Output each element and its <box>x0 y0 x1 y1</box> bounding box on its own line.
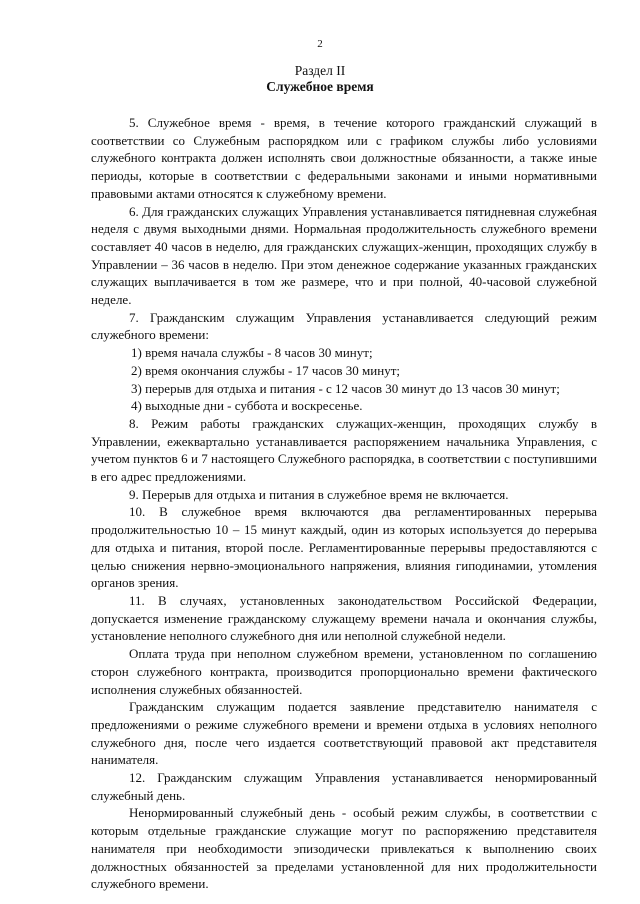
paragraph-7: 7. Гражданским служащим Управления устанавливается следующий режим служебного времени: <box>91 309 597 343</box>
paragraph-10: 10. В служебное время включаются два регламентированных перерыва продолжительностью 10 – 15 минут каждый, один из которых используется до перерыва для отдыха и питания, второй после. Регламентированные перерывы предоставляются с целью снижения нервно-эмоционального напряжения, влияния гиподинамии, утомления органов зрения. <box>91 504 597 591</box>
paragraph-8: 8. Режим работы гражданских служащих-женщин, проходящих службу в Управлении, ежеквартально устанавливается распоряжением начальника Управления, с учетом пунктов 6 и 7 настоящего Служебного распорядка, в соответствии с поступившими в его адрес предложениями. <box>91 415 597 485</box>
paragraph-12: 12. Гражданским служащим Управления устанавливается ненормированный служебный день. <box>91 770 597 803</box>
paragraph-11: 11. В случаях, установленных законодательством Российской Федерации, допускается изменение гражданскому служащему времени начала и окончания службы, установление неполного служебного дня или неполной служебной недели. <box>91 592 597 644</box>
paragraph-12-definition: Ненормированный служебный день - особый режим службы, в соответствии с которым отдельные гражданские служащие могут по распоряжению представителя нанимателя при необходимости эпизодически привлекаться к выполнению своих должностных обязанностей за пределами установленной для них продолжительности служебного времени. <box>91 805 597 892</box>
document-body <box>91 114 597 893</box>
paragraph-9: 9. Перерыв для отдыха и питания в служебное время не включается. <box>129 486 509 502</box>
page-number: 2 <box>317 38 323 50</box>
paragraph-5: 5. Служебное время - время, в течение которого гражданский служащий в соответствии со Служебным распорядком или с графиком службы либо условиями служебного контракта должен исполнять свои должностные обязанности, а также иные периоды, которые в соответствии с федеральными законами и иными нормативными правовыми актами относятся к служебному времени. <box>91 115 597 201</box>
schedule-item-weekend: 4) выходные дни - суббота и воскресенье. <box>131 398 363 414</box>
paragraph-11-payment: Оплата труда при неполном служебном времени, установленном по соглашению сторон служебного контракта, производится пропорционально времени фактического исполнения служебных обязанностей. <box>91 646 597 697</box>
schedule-item-start: 1) время начала службы - 8 часов 30 минут; <box>131 345 373 361</box>
section-subtitle: Служебное время <box>266 79 374 94</box>
section-title: Раздел II <box>294 63 346 78</box>
paragraph-6: 6. Для гражданских служащих Управления устанавливается пятидневная служебная неделя с двумя выходными днями. Нормальная продолжительность служебного времени составляет 40 часов в неделю, для гражданских служащих-женщин, проходящих службу в Управлении – 36 часов в неделю. При этом денежное содержание указанных гражданских служащих выплачивается в том же размере, что и при полной, 40-часовой служебной неделе. <box>91 203 597 308</box>
schedule-item-break: 3) перерыв для отдыха и питания - с 12 часов 30 минут до 13 часов 30 минут; <box>131 380 560 396</box>
paragraph-11-application: Гражданским служащим подается заявление представителю нанимателя с предложениями о режиме служебного времени и времени отдыха в условиях неполного служебного дня, после чего издается соответствующий правовой акт представителя нанимателя. <box>91 699 597 768</box>
schedule-item-end: 2) время окончания службы - 17 часов 30 минут; <box>131 362 400 378</box>
